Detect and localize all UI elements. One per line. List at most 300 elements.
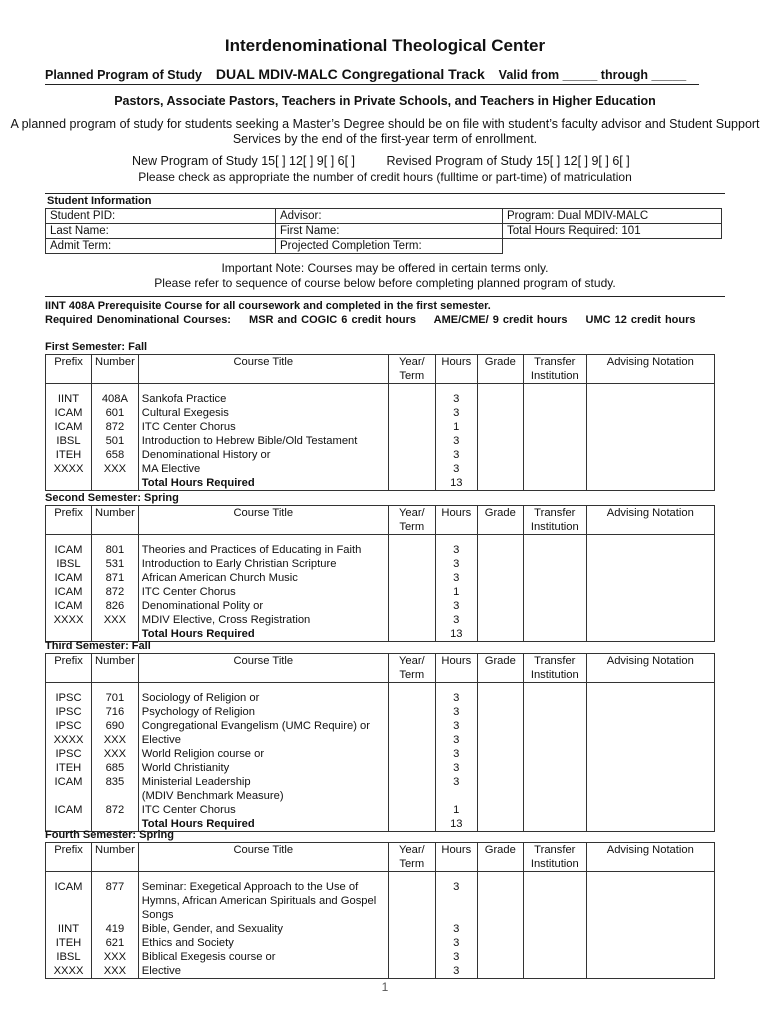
transfer-cell[interactable]: [523, 585, 586, 599]
course-row: [46, 922, 715, 936]
transfer-cell[interactable]: [523, 543, 586, 557]
transfer-cell[interactable]: [523, 789, 586, 803]
course-number: 872: [92, 585, 139, 599]
advising-cell[interactable]: [586, 462, 714, 476]
year-term-cell[interactable]: [388, 789, 435, 803]
revised-program-option[interactable]: Revised Program of Study 15[ ] 12[ ] 9[ ] 6[ ]: [386, 154, 630, 168]
required-ame: AME/CME/ 9 credit hours: [433, 314, 568, 326]
course-prefix: IBSL: [46, 950, 92, 964]
spacer-row: [46, 683, 715, 692]
advising-cell[interactable]: [586, 392, 714, 406]
advising-cell[interactable]: [586, 448, 714, 462]
year-term-header-line: Year/: [398, 356, 425, 368]
course-prefix: [46, 894, 92, 908]
course-number: 601: [92, 406, 139, 420]
advising-cell[interactable]: [586, 420, 714, 434]
first-name-field[interactable]: First Name:: [276, 224, 503, 239]
grade-cell[interactable]: [477, 434, 523, 448]
transfer-header: [523, 843, 586, 872]
advising-cell[interactable]: [586, 719, 714, 733]
grade-cell[interactable]: [477, 747, 523, 761]
required-msr: MSR and COGIC 6 credit hours: [249, 314, 417, 326]
table-header-row: [46, 843, 715, 872]
course-row: [46, 462, 715, 476]
course-title: Bible, Gender, and Sexuality: [138, 922, 388, 936]
course-title-header: [138, 506, 388, 535]
spacer-cell: [138, 872, 388, 881]
course-hours: 3: [435, 733, 477, 747]
course-hours: 3: [435, 434, 477, 448]
transfer-cell[interactable]: [523, 613, 586, 627]
spacer-cell: [92, 384, 139, 393]
advising-cell[interactable]: [586, 761, 714, 775]
course-number: 531: [92, 557, 139, 571]
transfer-header-line: Transfer: [534, 507, 576, 519]
transfer-cell[interactable]: [523, 747, 586, 761]
year-term-cell[interactable]: [388, 448, 435, 462]
course-title-header-line: Course Title: [233, 655, 294, 667]
course-hours: 3: [435, 964, 477, 979]
advising-header-line: Advising Notation: [606, 356, 694, 368]
advising-cell[interactable]: [586, 908, 714, 922]
year-term-cell[interactable]: [388, 761, 435, 775]
table-header-row: [46, 506, 715, 535]
advising-cell[interactable]: [586, 803, 714, 817]
transfer-cell[interactable]: [523, 908, 586, 922]
course-title: Seminar: Exegetical Approach to the Use of: [138, 880, 388, 894]
advising-cell[interactable]: [586, 894, 714, 908]
total-transfer-cell: [523, 476, 586, 491]
year-term-header-line: Term: [399, 669, 425, 681]
advising-cell[interactable]: [586, 705, 714, 719]
table-header-row: [46, 654, 715, 683]
advisor-field[interactable]: Advisor:: [276, 209, 503, 224]
year-term-cell[interactable]: [388, 420, 435, 434]
course-title-header-line: Course Title: [233, 844, 294, 856]
total-advising-cell: [586, 817, 714, 832]
number-header: [92, 843, 139, 872]
grade-cell[interactable]: [477, 599, 523, 613]
transfer-header: [523, 654, 586, 683]
spacer-cell: [138, 683, 388, 692]
course-prefix: ICAM: [46, 543, 92, 557]
spacer-cell: [586, 384, 714, 393]
spacer-cell: [586, 872, 714, 881]
course-row: [46, 964, 715, 979]
grade-cell[interactable]: [477, 705, 523, 719]
spacer-cell: [523, 872, 586, 881]
course-title: Cultural Exegesis: [138, 406, 388, 420]
year-term-cell[interactable]: [388, 434, 435, 448]
advising-cell[interactable]: [586, 599, 714, 613]
course-title: Hymns, African American Spirituals and Gospel: [138, 894, 388, 908]
advising-cell[interactable]: [586, 691, 714, 705]
year-term-cell[interactable]: [388, 964, 435, 979]
course-title: Psychology of Religion: [138, 705, 388, 719]
spacer-cell: [477, 535, 523, 544]
course-number: 621: [92, 936, 139, 950]
advising-header: [586, 843, 714, 872]
course-hours: 3: [435, 406, 477, 420]
year-term-cell[interactable]: [388, 462, 435, 476]
year-term-cell[interactable]: [388, 571, 435, 585]
planned-note: A planned program of study for students seeking a Master’s Degree should be on file with student’s faculty advisor and Student Support Services by the end of the first-year term of enrollment.: [10, 117, 760, 146]
transfer-cell[interactable]: [523, 775, 586, 789]
course-row: [46, 434, 715, 448]
grade-cell[interactable]: [477, 420, 523, 434]
course-number: 826: [92, 599, 139, 613]
spacer-cell: [586, 535, 714, 544]
number-header-line: Number: [95, 844, 135, 856]
advising-cell[interactable]: [586, 950, 714, 964]
admit-term-field[interactable]: Admit Term:: [46, 239, 276, 254]
year-term-cell[interactable]: [388, 936, 435, 950]
course-title: ITC Center Chorus: [138, 420, 388, 434]
year-term-cell[interactable]: [388, 691, 435, 705]
course-number: [92, 894, 139, 908]
advising-cell[interactable]: [586, 585, 714, 599]
grade-header-line: Grade: [484, 655, 516, 667]
student-info-table: [45, 208, 722, 254]
year-term-header: [388, 654, 435, 683]
spacer-cell: [523, 535, 586, 544]
course-prefix: ICAM: [46, 880, 92, 894]
spacer-cell: [477, 384, 523, 393]
course-title: Ethics and Society: [138, 936, 388, 950]
transfer-cell[interactable]: [523, 894, 586, 908]
transfer-header-line: Institution: [530, 858, 579, 870]
transfer-header-line: Transfer: [534, 356, 576, 368]
course-hours: 3: [435, 719, 477, 733]
course-row: [46, 571, 715, 585]
year-term-header-line: Year/: [398, 655, 425, 667]
spacer-cell: [46, 683, 92, 692]
course-prefix: ICAM: [46, 803, 92, 817]
course-row: [46, 880, 715, 894]
total-year-cell: [388, 476, 435, 491]
course-prefix: IBSL: [46, 557, 92, 571]
year-term-cell[interactable]: [388, 406, 435, 420]
total-year-cell: [388, 817, 435, 832]
course-number: [92, 908, 139, 922]
course-title: (MDIV Benchmark Measure): [138, 789, 388, 803]
course-hours: 1: [435, 420, 477, 434]
transfer-cell[interactable]: [523, 434, 586, 448]
grade-cell[interactable]: [477, 761, 523, 775]
projected-term-field[interactable]: Projected Completion Term:: [276, 239, 503, 254]
course-number: 872: [92, 803, 139, 817]
year-term-header-line: Term: [399, 858, 425, 870]
prereq-note: IINT 408A Prerequisite Course for all coursework and completed in the first semester.: [45, 300, 491, 312]
new-program-option[interactable]: New Program of Study 15[ ] 12[ ] 9[ ] 6[ ]: [132, 154, 356, 168]
year-term-cell[interactable]: [388, 922, 435, 936]
grade-header: [477, 355, 523, 384]
transfer-cell[interactable]: [523, 599, 586, 613]
course-row: [46, 448, 715, 462]
course-prefix: XXXX: [46, 733, 92, 747]
course-title: Theories and Practices of Educating in Faith: [138, 543, 388, 557]
advising-cell[interactable]: [586, 543, 714, 557]
transfer-cell[interactable]: [523, 950, 586, 964]
transfer-cell[interactable]: [523, 719, 586, 733]
advising-cell[interactable]: [586, 733, 714, 747]
course-prefix: ICAM: [46, 599, 92, 613]
course-row: [46, 747, 715, 761]
advising-cell[interactable]: [586, 789, 714, 803]
transfer-cell[interactable]: [523, 705, 586, 719]
advising-cell[interactable]: [586, 406, 714, 420]
transfer-cell[interactable]: [523, 406, 586, 420]
last-name-field[interactable]: Last Name:: [46, 224, 276, 239]
advising-cell[interactable]: [586, 434, 714, 448]
course-title-header-line: Course Title: [233, 356, 294, 368]
total-hours-value: 13: [435, 627, 477, 642]
grade-cell[interactable]: [477, 950, 523, 964]
advising-cell[interactable]: [586, 613, 714, 627]
course-hours: 3: [435, 922, 477, 936]
total-hours-label: Total Hours Required: [138, 817, 388, 832]
course-row: [46, 613, 715, 627]
prereq-divider: [45, 296, 725, 297]
course-row: [46, 775, 715, 789]
course-prefix: IPSC: [46, 705, 92, 719]
prefix-header-line: Prefix: [54, 356, 83, 368]
grade-header-line: Grade: [484, 356, 516, 368]
course-number: 658: [92, 448, 139, 462]
course-number: XXX: [92, 462, 139, 476]
course-prefix: ICAM: [46, 571, 92, 585]
prefix-header-line: Prefix: [54, 844, 83, 856]
year-term-cell[interactable]: [388, 733, 435, 747]
transfer-cell[interactable]: [523, 880, 586, 894]
spacer-row: [46, 535, 715, 544]
course-row: [46, 705, 715, 719]
course-row: [46, 557, 715, 571]
transfer-cell[interactable]: [523, 557, 586, 571]
total-hours-label: Total Hours Required: [138, 476, 388, 491]
year-term-cell[interactable]: [388, 950, 435, 964]
total-hours-field: Total Hours Required: 101: [503, 224, 722, 239]
transfer-cell[interactable]: [523, 571, 586, 585]
transfer-cell[interactable]: [523, 462, 586, 476]
year-term-cell[interactable]: [388, 705, 435, 719]
course-title-header-line: Course Title: [233, 507, 294, 519]
prefix-header: [46, 506, 92, 535]
course-row: [46, 543, 715, 557]
advising-cell[interactable]: [586, 936, 714, 950]
spacer-cell: [523, 384, 586, 393]
hours-header-line: Hours: [441, 356, 472, 368]
hours-header: [435, 843, 477, 872]
year-term-cell[interactable]: [388, 599, 435, 613]
course-title: Elective: [138, 964, 388, 979]
required-umc: UMC 12 credit hours: [585, 314, 696, 326]
required-label: Required Denominational Courses:: [45, 314, 231, 326]
transfer-cell[interactable]: [523, 936, 586, 950]
prefix-header: [46, 654, 92, 683]
course-hours: 3: [435, 775, 477, 789]
semester-label: Fourth Semester: Spring: [45, 829, 174, 841]
transfer-cell[interactable]: [523, 420, 586, 434]
grade-cell[interactable]: [477, 894, 523, 908]
course-prefix: ICAM: [46, 420, 92, 434]
spacer-cell: [523, 683, 586, 692]
course-title: Introduction to Early Christian Scripture: [138, 557, 388, 571]
course-number: 419: [92, 922, 139, 936]
advising-cell[interactable]: [586, 880, 714, 894]
transfer-header-line: Institution: [530, 370, 579, 382]
transfer-cell[interactable]: [523, 922, 586, 936]
grade-cell[interactable]: [477, 392, 523, 406]
course-title: African American Church Music: [138, 571, 388, 585]
course-title: World Christianity: [138, 761, 388, 775]
spacer-cell: [477, 872, 523, 881]
advising-cell[interactable]: [586, 557, 714, 571]
grade-cell[interactable]: [477, 775, 523, 789]
grade-header-line: Grade: [484, 844, 516, 856]
year-term-cell[interactable]: [388, 719, 435, 733]
course-table: [45, 354, 715, 491]
year-term-cell[interactable]: [388, 894, 435, 908]
course-number: 701: [92, 691, 139, 705]
spacer-row: [46, 872, 715, 881]
important-note: Important Note: Courses may be offered in certain terms only.: [221, 261, 549, 275]
course-title: ITC Center Chorus: [138, 585, 388, 599]
course-number: 872: [92, 420, 139, 434]
grade-cell[interactable]: [477, 880, 523, 894]
year-term-cell[interactable]: [388, 543, 435, 557]
transfer-cell[interactable]: [523, 964, 586, 979]
course-title-header: [138, 355, 388, 384]
course-number: 871: [92, 571, 139, 585]
spacer-cell: [138, 535, 388, 544]
advising-cell[interactable]: [586, 922, 714, 936]
transfer-cell[interactable]: [523, 803, 586, 817]
spacer-cell: [388, 384, 435, 393]
advising-cell[interactable]: [586, 775, 714, 789]
course-title: Sociology of Religion or: [138, 691, 388, 705]
course-row: [46, 585, 715, 599]
course-number: XXX: [92, 950, 139, 964]
advising-cell[interactable]: [586, 964, 714, 979]
transfer-cell[interactable]: [523, 448, 586, 462]
grade-cell[interactable]: [477, 613, 523, 627]
course-row: [46, 719, 715, 733]
year-term-cell[interactable]: [388, 880, 435, 894]
course-number: XXX: [92, 747, 139, 761]
year-term-cell[interactable]: [388, 775, 435, 789]
course-row: [46, 761, 715, 775]
course-hours: 3: [435, 747, 477, 761]
year-term-header-line: Year/: [398, 844, 425, 856]
grade-cell[interactable]: [477, 733, 523, 747]
total-grade-cell: [477, 627, 523, 642]
grade-cell[interactable]: [477, 543, 523, 557]
grade-cell[interactable]: [477, 406, 523, 420]
year-term-cell[interactable]: [388, 392, 435, 406]
course-title: Denominational History or: [138, 448, 388, 462]
course-hours: 1: [435, 803, 477, 817]
spacer-cell: [435, 384, 477, 393]
year-term-cell[interactable]: [388, 803, 435, 817]
course-title: ITC Center Chorus: [138, 803, 388, 817]
course-row: [46, 789, 715, 803]
course-row: [46, 476, 715, 491]
grade-cell[interactable]: [477, 922, 523, 936]
grade-cell[interactable]: [477, 936, 523, 950]
course-row: [46, 599, 715, 613]
number-header-line: Number: [95, 507, 135, 519]
course-prefix: XXXX: [46, 613, 92, 627]
year-term-cell[interactable]: [388, 613, 435, 627]
advising-cell[interactable]: [586, 571, 714, 585]
year-term-header: [388, 506, 435, 535]
course-hours: 1: [435, 585, 477, 599]
grade-cell[interactable]: [477, 571, 523, 585]
transfer-header: [523, 506, 586, 535]
year-term-cell[interactable]: [388, 557, 435, 571]
transfer-cell[interactable]: [523, 392, 586, 406]
program-options: [132, 154, 630, 168]
grade-cell[interactable]: [477, 908, 523, 922]
total-number-cell: [92, 476, 139, 491]
number-header: [92, 506, 139, 535]
total-transfer-cell: [523, 817, 586, 832]
number-header-line: Number: [95, 655, 135, 667]
year-term-cell[interactable]: [388, 747, 435, 761]
transfer-cell[interactable]: [523, 761, 586, 775]
course-table: [45, 842, 715, 979]
advising-cell[interactable]: [586, 747, 714, 761]
grade-cell[interactable]: [477, 719, 523, 733]
course-table: [45, 653, 715, 832]
course-number: XXX: [92, 964, 139, 979]
year-term-cell[interactable]: [388, 585, 435, 599]
grade-cell[interactable]: [477, 557, 523, 571]
spacer-cell: [435, 872, 477, 881]
grade-cell[interactable]: [477, 462, 523, 476]
course-row: [46, 803, 715, 817]
course-prefix: ITEH: [46, 448, 92, 462]
student-info-label: Student Information: [47, 195, 152, 207]
transfer-cell[interactable]: [523, 691, 586, 705]
grade-cell[interactable]: [477, 803, 523, 817]
year-term-cell[interactable]: [388, 908, 435, 922]
course-row: [46, 733, 715, 747]
total-hours-label: Total Hours Required: [138, 627, 388, 642]
total-hours-value: 13: [435, 817, 477, 832]
grade-cell[interactable]: [477, 448, 523, 462]
hours-header-line: Hours: [441, 507, 472, 519]
course-title: Sankofa Practice: [138, 392, 388, 406]
course-title: Denominational Polity or: [138, 599, 388, 613]
course-hours: 3: [435, 557, 477, 571]
year-term-header: [388, 843, 435, 872]
spacer-cell: [92, 683, 139, 692]
grade-cell[interactable]: [477, 789, 523, 803]
grade-cell[interactable]: [477, 691, 523, 705]
course-prefix: ICAM: [46, 775, 92, 789]
grade-cell[interactable]: [477, 964, 523, 979]
grade-header-line: Grade: [484, 507, 516, 519]
spacer-row: [46, 384, 715, 393]
grade-cell[interactable]: [477, 585, 523, 599]
transfer-cell[interactable]: [523, 733, 586, 747]
track-label: DUAL MDIV-MALC Congregational Track: [215, 66, 485, 82]
course-hours: 3: [435, 392, 477, 406]
hours-header-line: Hours: [441, 655, 472, 667]
student-pid-field[interactable]: Student PID:: [46, 209, 276, 224]
